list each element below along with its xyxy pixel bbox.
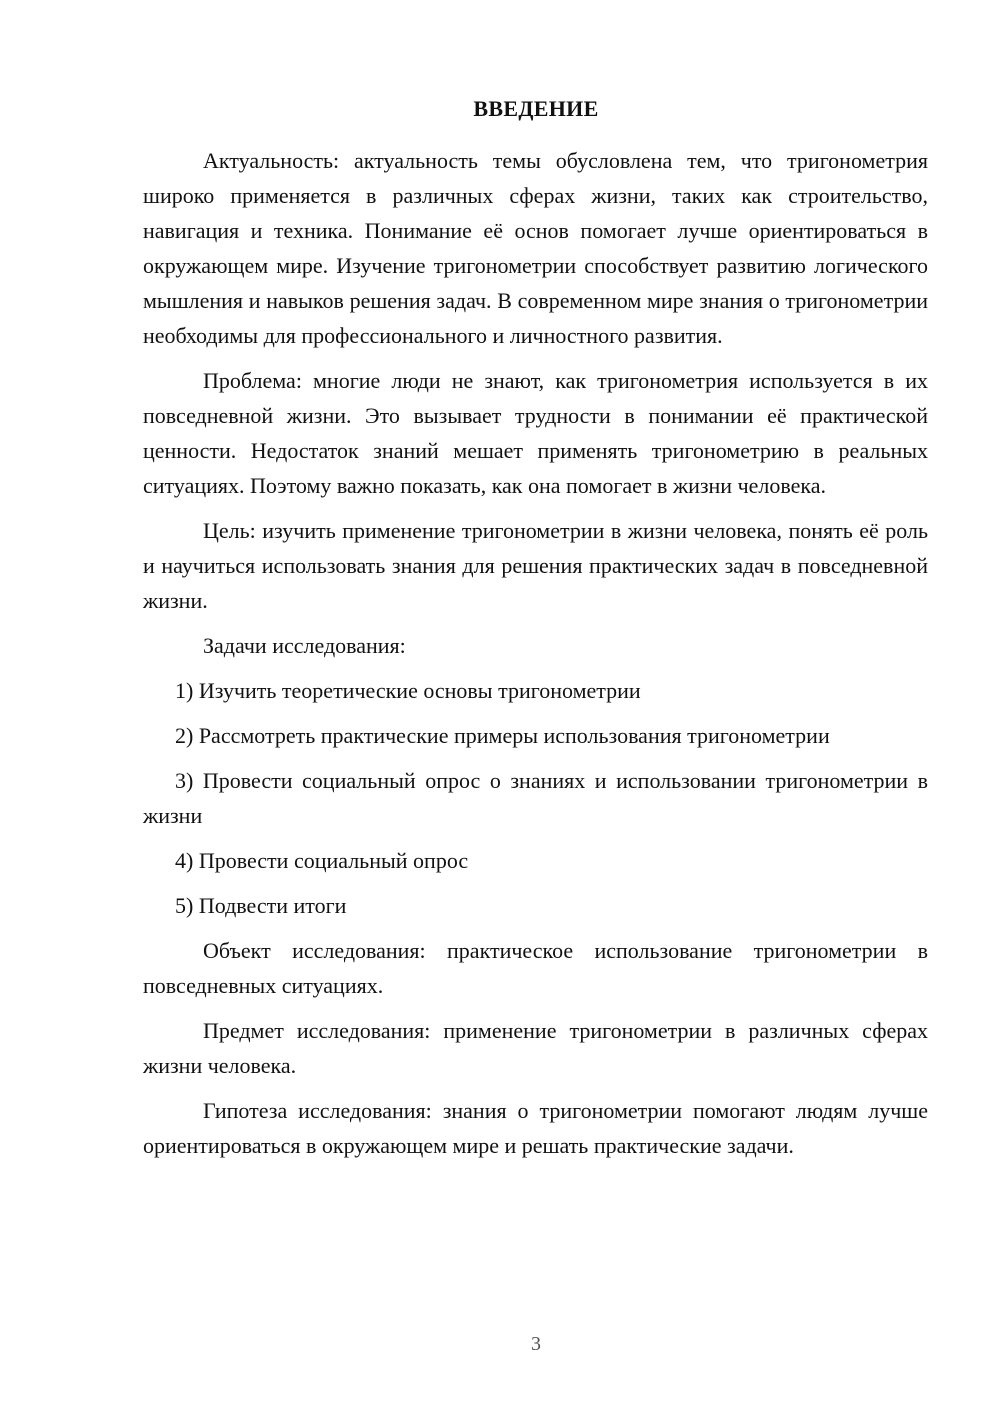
- section-title: ВВЕДЕНИЕ: [473, 96, 599, 121]
- task-item-5: 5) Подвести итоги: [175, 893, 347, 918]
- page-number: 3: [531, 1333, 541, 1355]
- task-item-3: 3) Провести социальный опрос о знаниях и использовании тригонометрии в жизни: [143, 768, 928, 828]
- paragraph-goal: Цель: изучить применение тригонометрии в жизни человека, понять её роль и научиться использовать знания для решения практических задач в повседневной жизни.: [143, 518, 928, 613]
- task-item-4: 4) Провести социальный опрос: [175, 848, 469, 873]
- paragraph-problem: Проблема: многие люди не знают, как тригонометрия используется в их повседневной жизни. Это вызывает трудности в понимании её практической ценности. Недостаток знаний мешает применять тригонометрию в реальных ситуациях. Поэтому важно показать, как она помогает в жизни человека.: [143, 368, 928, 498]
- paragraph-relevance: Актуальность: актуальность темы обусловлена тем, что тригонометрия широко применяется в различных сферах жизни, таких как строительство, навигация и техника. Понимание её основ помогает лучше ориентироваться в окружающем мире. Изучение тригонометрии способствует развитию логического мышления и навыков решения задач. В современном мире знания о тригонометрии необходимы для профессионального и личностного развития.: [143, 148, 928, 348]
- paragraph-subject: Предмет исследования: применение тригонометрии в различных сферах жизни человека.: [143, 1018, 928, 1078]
- paragraph-tasks-heading: Задачи исследования:: [203, 633, 406, 658]
- paragraph-object: Объект исследования: практическое использование тригонометрии в повседневных ситуациях.: [143, 938, 928, 998]
- task-item-2: 2) Рассмотреть практические примеры использования тригонометрии: [175, 723, 830, 748]
- task-item-1: 1) Изучить теоретические основы тригонометрии: [175, 678, 641, 703]
- document-body: [143, 143, 928, 1173]
- paragraph-hypothesis: Гипотеза исследования: знания о тригонометрии помогают людям лучше ориентироваться в окружающем мире и решать практические задачи.: [143, 1098, 928, 1158]
